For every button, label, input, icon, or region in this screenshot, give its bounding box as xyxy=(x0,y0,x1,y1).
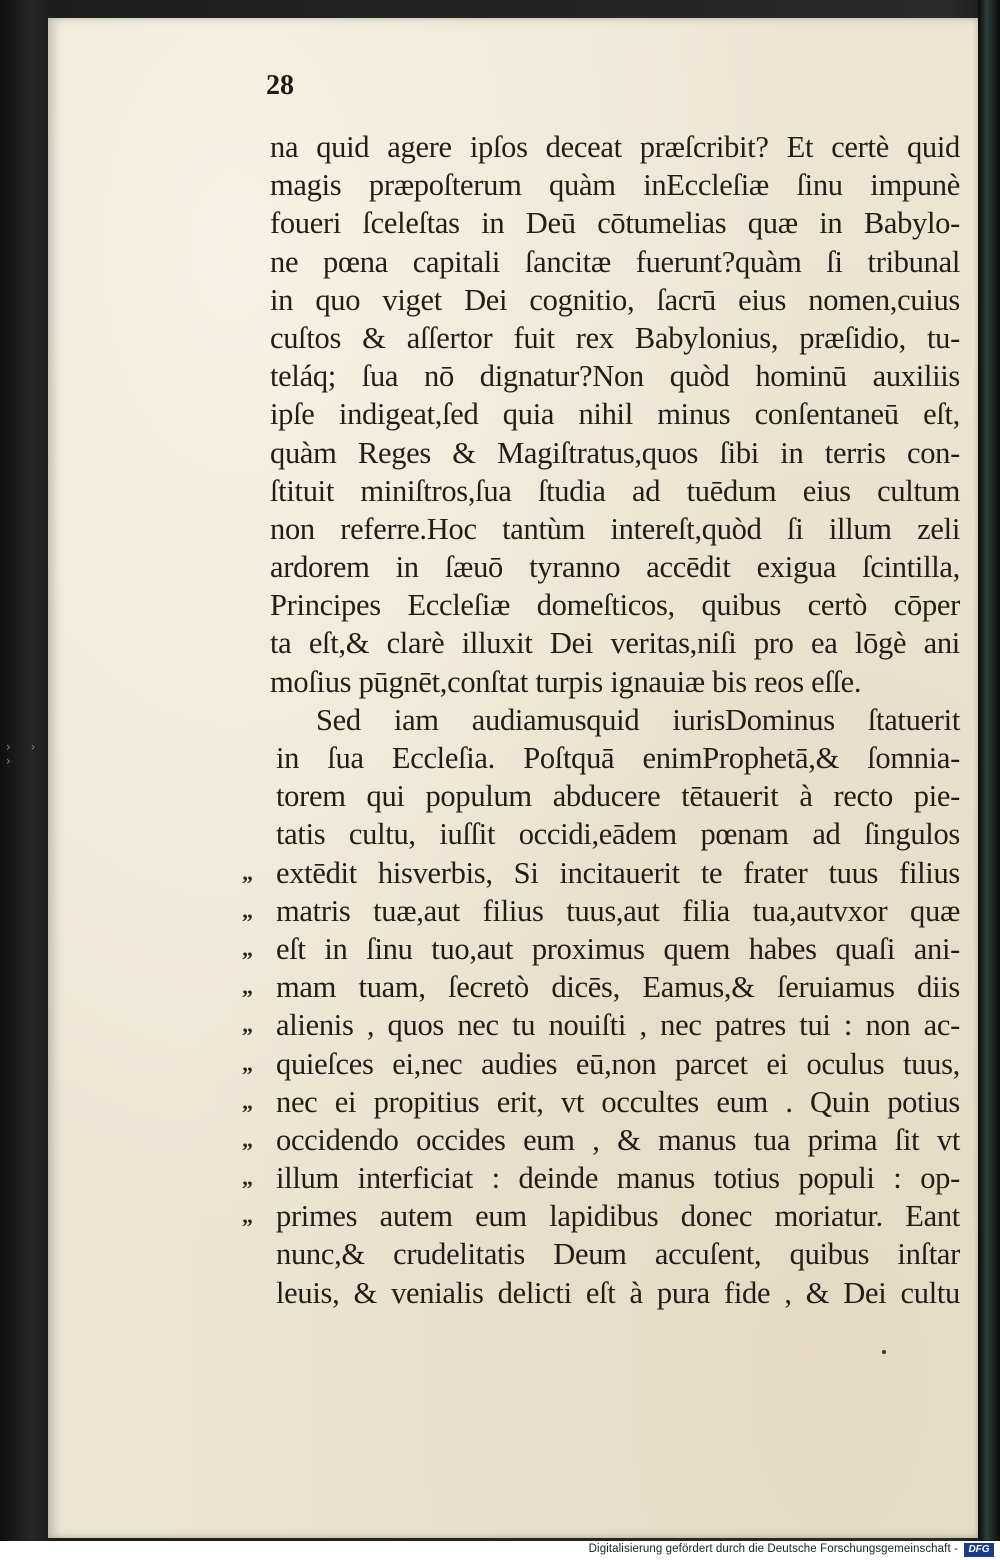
quoted-line xyxy=(242,1045,960,1083)
quote-mark: „ xyxy=(242,1088,253,1114)
text-line: ſtituit miniſtros,ſua ſtudia ad tuēdum eius cultum xyxy=(270,473,960,508)
quoted-text: quieſces ei,nec audies eū,non parcet ei oculus tuus, xyxy=(276,1046,960,1081)
text-line: na quid agere ipſos deceat præſcribit? Et certè quid xyxy=(270,130,960,164)
paragraph-first-line: Sed iam audiamusquid iurisDominus ſtatuerit xyxy=(316,702,960,737)
text-line: in quo viget Dei cognitio, ſacrū eius nomen,cuius xyxy=(270,282,960,317)
dfg-logo: DFG xyxy=(964,1543,994,1557)
text-line: cuſtos & aſſertor fuit rex Babylonius, præſidio, tu- xyxy=(270,320,960,355)
text-line: teláq; ſua nō dignatur?Non quòd hominū auxiliis xyxy=(270,359,960,394)
quoted-line xyxy=(242,1121,960,1159)
quoted-line xyxy=(242,930,960,968)
quoted-text: eſt in ſinu tuo,aut proximus quem habes quaſi ani- xyxy=(276,931,960,966)
quoted-text: illum interficiat : deinde manus totius populi : op- xyxy=(276,1161,960,1196)
quoted-line xyxy=(242,892,960,930)
text-line: quàm Reges & Magiſtratus,quos ſibi in terris con- xyxy=(270,435,960,470)
text-line: in ſua Eccleſia. Poſtquā enimProphetā,& ſomnia- xyxy=(276,741,960,775)
text-line: foueri ſceleſtas in Deū cōtumelias quæ in Babylo- xyxy=(270,206,960,241)
quoted-text: occidendo occides eum , & manus tua prima ſit vt xyxy=(276,1122,960,1157)
book-edge xyxy=(978,0,1000,1540)
footer-bar xyxy=(0,1541,1000,1560)
page-text xyxy=(242,128,960,1312)
text-line: non referre.Hoc tantùm intereſt,quòd ſi illum zeli xyxy=(270,511,960,546)
quoted-text: extēdit hisverbis, Si incitauerit te frater tuus filius xyxy=(276,855,960,890)
text-line: Principes Eccleſiæ domeſticos, quibus certò cōper xyxy=(270,588,960,623)
quoted-text: mam tuam, ſecretò dicēs, Eamus,& ſeruiamus diis xyxy=(276,970,960,1005)
quote-mark: „ xyxy=(242,1203,253,1229)
quoted-text: matris tuæ,aut filius tuus,aut filia tua,autvxor quæ xyxy=(276,893,960,928)
quoted-line xyxy=(242,1197,960,1235)
text-line: ta eſt,& clarè illuxit Dei veritas,niſi pro ea lōgè ani xyxy=(270,626,960,661)
quoted-text: alienis , quos nec tu nouiſti , nec patres tui : non ac- xyxy=(276,1008,960,1043)
text-line: moſius pūgnēt,conſtat turpis ignauiæ bis reos eſſe. xyxy=(270,664,862,699)
quote-mark: „ xyxy=(242,1050,253,1076)
quoted-text: primes autem eum lapidibus donec moriatur. Eant xyxy=(276,1199,960,1234)
text-line: tatis cultu, iuſſit occidi,eādem pœnam ad ſingulos xyxy=(276,817,960,852)
quote-mark: „ xyxy=(242,935,253,961)
quoted-line xyxy=(242,968,960,1006)
text-line: ne pœna capitali ſancitæ fuerunt?quàm ſi tribunal xyxy=(270,244,960,279)
quote-mark: „ xyxy=(242,897,253,923)
funding-credit: Digitalisierung gefördert durch die Deutsche Forschungsgemeinschaft - xyxy=(588,1543,958,1555)
quoted-line xyxy=(242,1006,960,1044)
quoted-line xyxy=(242,1159,960,1197)
quoted-line xyxy=(242,1083,960,1121)
text-line: ipſe indigeat,ſed quia nihil minus conſentaneū eſt, xyxy=(270,397,960,432)
margin-marks: › › › xyxy=(6,740,44,768)
quote-mark: „ xyxy=(242,1165,253,1191)
ink-speck xyxy=(882,1350,886,1354)
quote-mark: „ xyxy=(242,859,253,885)
quote-mark: „ xyxy=(242,1126,253,1152)
quoted-line xyxy=(242,854,960,892)
text-line: ardorem in ſæuō tyranno accēdit exigua ſcintilla, xyxy=(270,550,960,585)
text-line: magis præpoſterum quàm inEccleſiæ ſinu impunè xyxy=(270,168,960,203)
page-number: 28 xyxy=(266,70,294,101)
quoted-text: nec ei propitius erit, vt occultes eum . Quin potius xyxy=(276,1084,960,1119)
quote-mark: „ xyxy=(242,1012,253,1038)
text-line: leuis, & venialis delicti eſt à pura fide , & Dei cultu xyxy=(276,1275,960,1310)
quote-mark: „ xyxy=(242,974,253,1000)
text-line: torem qui populum abducere tētauerit à recto pie- xyxy=(276,779,960,814)
text-line: nunc,& crudelitatis Deum accuſent, quibus inſtar xyxy=(276,1237,960,1272)
